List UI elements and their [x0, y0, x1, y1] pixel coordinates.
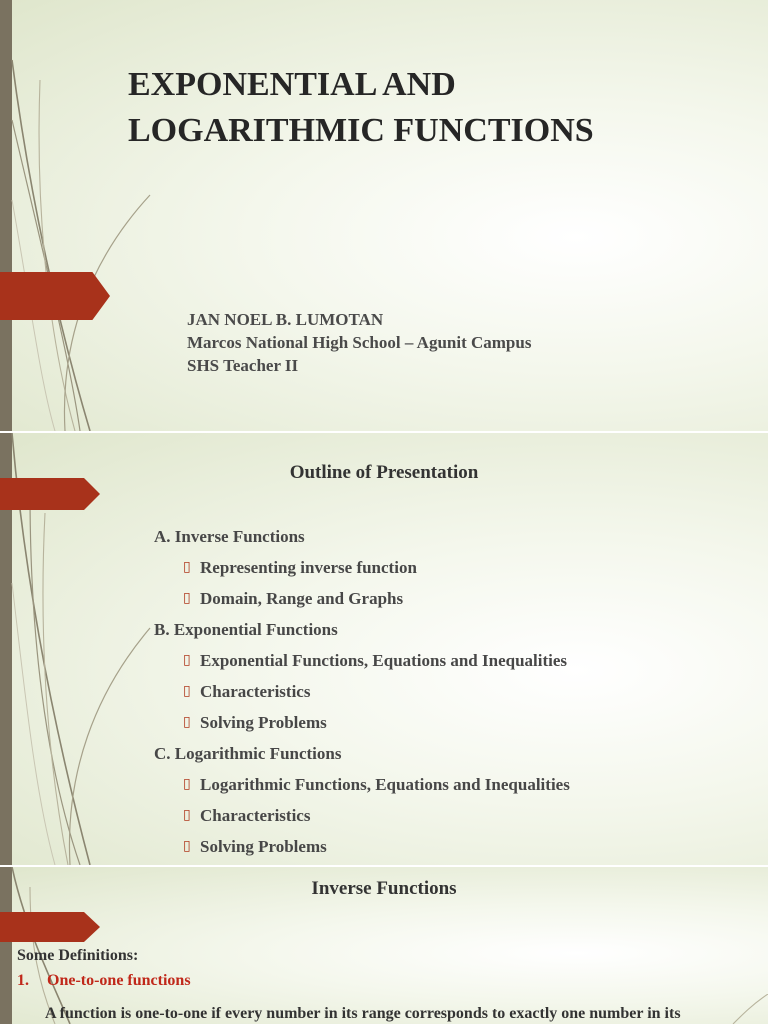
definitions-subheading: Some Definitions: [17, 947, 139, 964]
decorative-corner-curves [728, 994, 768, 1024]
bullet-icon: ▯ [183, 591, 191, 606]
presenter-name: JAN NOEL B. LUMOTAN [187, 310, 384, 329]
item-term: One-to-one functions [47, 972, 191, 989]
bullet-icon: ▯ [183, 684, 191, 699]
presenter-position: SHS Teacher II [187, 356, 299, 375]
title-slide [0, 0, 768, 431]
outline-subitem: ▯ Exponential Functions, Equations and Inequalities [154, 645, 570, 676]
item-number: 1. [17, 972, 29, 989]
outline-section-label: C. Logarithmic Functions [154, 744, 342, 763]
presenter-info [187, 308, 531, 377]
bullet-icon: ▯ [183, 653, 191, 668]
outline-subitem: ▯ Logarithmic Functions, Equations and Inequalities [154, 769, 570, 800]
outline-section-label: B. Exponential Functions [154, 620, 338, 639]
bullet-icon: ▯ [183, 715, 191, 730]
title-line-2: LOGARITHMIC FUNCTIONS [128, 112, 594, 149]
outline-subitem: ▯ Domain, Range and Graphs [154, 583, 570, 614]
outline-subitem: ▯ Representing inverse function [154, 552, 570, 583]
bullet-icon: ▯ [183, 777, 191, 792]
outline-subitem: ▯ Characteristics [154, 676, 570, 707]
definition-item [17, 972, 191, 990]
outline-list [154, 521, 570, 862]
definitions-block [17, 947, 191, 990]
title-line-1: EXPONENTIAL AND [128, 66, 456, 103]
outline-subitem: ▯ Solving Problems [154, 831, 570, 862]
outline-subitem: ▯ Characteristics [154, 800, 570, 831]
side-bar [0, 0, 12, 431]
presenter-school: Marcos National High School – Agunit Campus [187, 333, 532, 352]
bullet-icon: ▯ [183, 560, 191, 575]
inverse-functions-slide [0, 867, 768, 1024]
bullet-icon: ▯ [183, 808, 191, 823]
accent-arrow-tab [0, 272, 110, 320]
bullet-icon: ▯ [183, 839, 191, 854]
slide-heading: Inverse Functions [311, 878, 457, 899]
definition-text: A function is one-to-one if every number in its range corresponds to exactly one number in its [45, 1005, 681, 1022]
outline-section-label: A. Inverse Functions [154, 527, 305, 546]
outline-slide [0, 433, 768, 865]
outline-subitem: ▯ Solving Problems [154, 707, 570, 738]
accent-arrow-tab [0, 912, 100, 942]
slide-heading: Outline of Presentation [289, 462, 479, 483]
presentation-title [128, 62, 728, 154]
